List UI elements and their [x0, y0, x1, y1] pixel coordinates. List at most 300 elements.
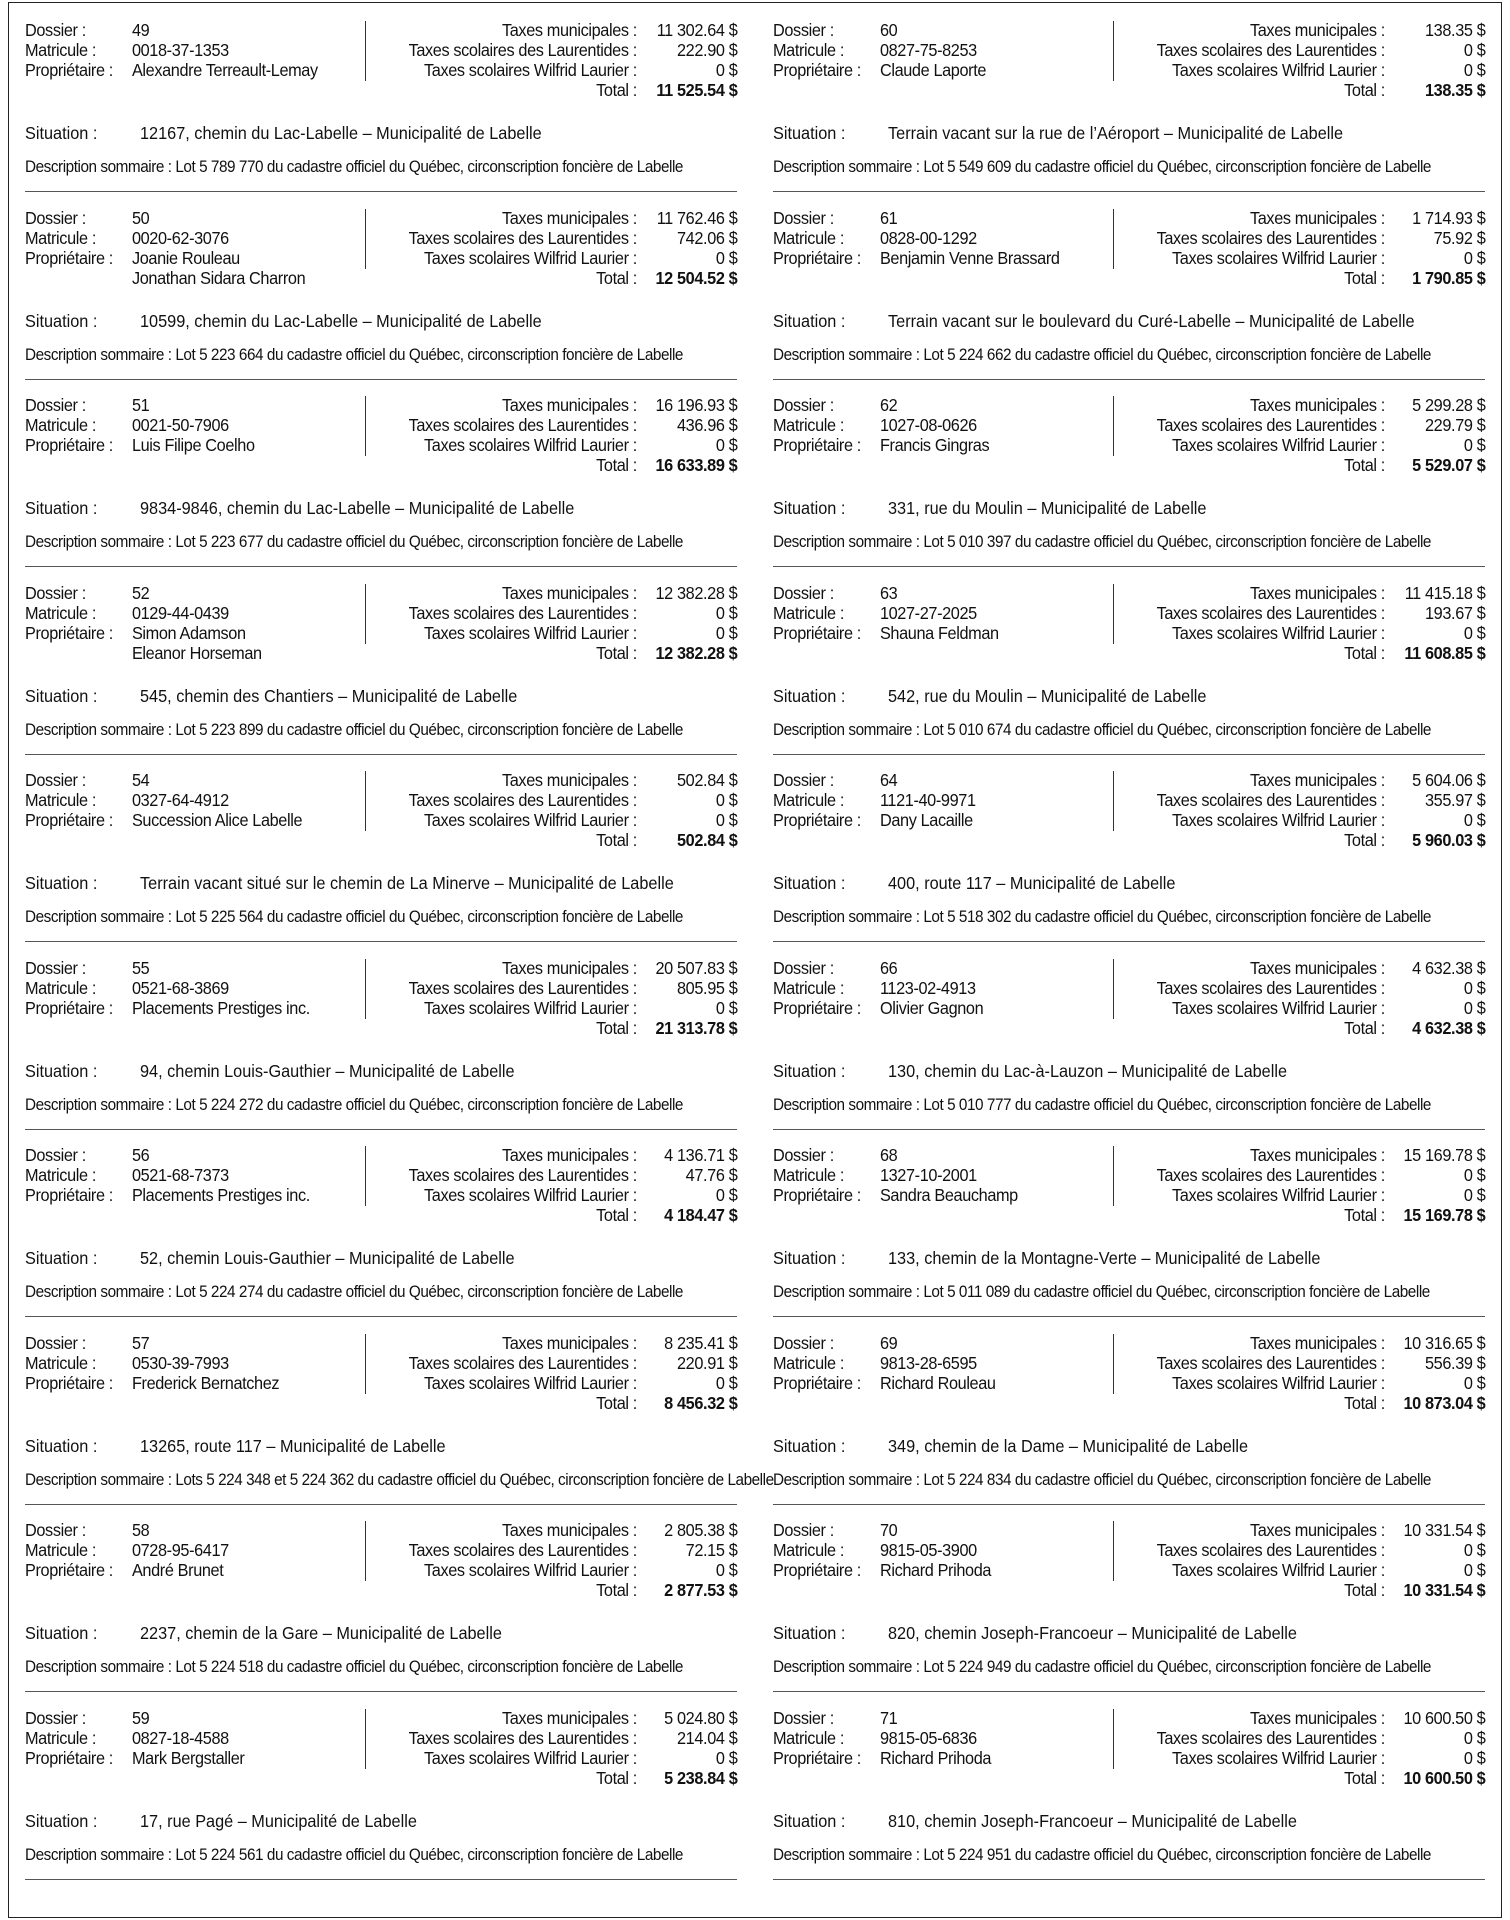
owner-name: André Brunet	[131, 1560, 224, 1580]
taxes-laurentides-value: 47.76 $	[685, 1165, 738, 1185]
taxes-wilfrid-value: 0 $	[715, 997, 738, 1018]
taxes-laurentides-label: Taxes scolaires des Laurentides :	[1156, 40, 1385, 60]
description-sommaire: Description sommaire : Lot 5 224 561 du cadastre officiel du Québec, circonscription foncière de Labelle	[25, 1844, 683, 1864]
total-label: Total :	[1344, 830, 1385, 850]
taxes-municipales-value: 502.84 $	[677, 770, 738, 790]
situation-label: Situation :	[773, 1435, 846, 1456]
right-column	[773, 18, 1485, 1893]
total-value: 1 790.85 $	[1412, 267, 1486, 288]
matricule-label: Matricule :	[25, 1540, 96, 1560]
proprietaire-label: Propriétaire :	[773, 60, 861, 80]
taxes-laurentides-label: Taxes scolaires des Laurentides :	[408, 977, 637, 998]
proprietaire-label: Propriétaire :	[25, 1185, 113, 1205]
situation-address: 133, chemin de la Montagne-Verte – Municipalité de Labelle	[888, 1248, 1321, 1268]
taxes-laurentides-value: 75.92 $	[1433, 227, 1486, 248]
taxes-laurentides-label: Taxes scolaires des Laurentides :	[1156, 1165, 1385, 1185]
situation-label: Situation :	[773, 1810, 846, 1831]
owner-name: Succession Alice Labelle	[131, 810, 303, 830]
matricule-label: Matricule :	[773, 1727, 844, 1748]
description-sommaire: Description sommaire : Lot 5 789 770 du cadastre officiel du Québec, circonscription foncière de Labelle	[25, 157, 683, 176]
taxes-municipales-label: Taxes municipales :	[1249, 957, 1385, 978]
taxes-laurentides-value: 436.96 $	[677, 415, 738, 435]
situation-address: 545, chemin des Chantiers – Municipalité de Labelle	[140, 685, 518, 706]
column-divider	[1113, 1521, 1114, 1581]
description-sommaire: Description sommaire : Lot 5 224 949 du cadastre officiel du Québec, circonscription foncière de Labelle	[773, 1657, 1431, 1676]
proprietaire-label: Propriétaire :	[25, 810, 113, 830]
dossier-number: 55	[131, 957, 150, 978]
left-column	[25, 18, 774, 1893]
taxes-laurentides-label: Taxes scolaires des Laurentides :	[1156, 1727, 1385, 1748]
situation-address: 52, chemin Louis-Gauthier – Municipalité de Labelle	[140, 1248, 515, 1268]
taxes-laurentides-label: Taxes scolaires des Laurentides :	[408, 1165, 637, 1185]
property-entry	[25, 18, 737, 206]
taxes-wilfrid-value: 0 $	[715, 247, 738, 268]
situation-address: 12167, chemin du Lac-Labelle – Municipalité de Labelle	[140, 123, 542, 143]
proprietaire-label: Propriétaire :	[25, 1747, 113, 1768]
matricule-value: 0828-00-1292	[879, 227, 977, 248]
description-sommaire: Description sommaire : Lot 5 223 664 du cadastre officiel du Québec, circonscription foncière de Labelle	[25, 344, 683, 364]
property-entry	[773, 1331, 1485, 1519]
taxes-municipales-value: 138.35 $	[1425, 20, 1486, 40]
entry-separator	[25, 754, 737, 755]
property-entry	[773, 393, 1485, 581]
total-label: Total :	[596, 1580, 637, 1600]
owner-name: Richard Prihoda	[879, 1560, 992, 1580]
taxes-wilfrid-label: Taxes scolaires Wilfrid Laurier :	[423, 435, 637, 455]
taxes-municipales-value: 4 632.38 $	[1412, 957, 1486, 978]
taxes-municipales-value: 5 299.28 $	[1412, 395, 1486, 415]
owner-name: Frederick Bernatchez	[131, 1372, 280, 1393]
total-label: Total :	[596, 830, 637, 850]
matricule-label: Matricule :	[773, 790, 844, 810]
matricule-value: 0521-68-7373	[131, 1165, 229, 1185]
dossier-number: 68	[879, 1145, 898, 1165]
total-label: Total :	[596, 1017, 637, 1038]
taxes-wilfrid-value: 0 $	[1463, 247, 1486, 268]
entry-separator	[25, 566, 737, 567]
situation-address: 17, rue Pagé – Municipalité de Labelle	[140, 1810, 417, 1831]
entry-separator	[25, 1504, 737, 1505]
matricule-value: 0827-75-8253	[879, 40, 977, 60]
taxes-wilfrid-label: Taxes scolaires Wilfrid Laurier :	[1171, 1185, 1385, 1205]
dossier-label: Dossier :	[773, 1332, 834, 1353]
matricule-value: 0020-62-3076	[131, 227, 229, 248]
taxes-municipales-label: Taxes municipales :	[1249, 582, 1385, 603]
taxes-municipales-label: Taxes municipales :	[501, 957, 637, 978]
dossier-label: Dossier :	[25, 770, 86, 790]
total-value: 12 504.52 $	[655, 267, 738, 288]
property-entry	[25, 1143, 737, 1331]
taxes-laurentides-value: 355.97 $	[1425, 790, 1486, 810]
taxes-wilfrid-value: 0 $	[1463, 1560, 1486, 1580]
dossier-label: Dossier :	[25, 957, 86, 978]
total-label: Total :	[1344, 455, 1385, 475]
taxes-wilfrid-label: Taxes scolaires Wilfrid Laurier :	[1171, 622, 1385, 643]
matricule-value: 0327-64-4912	[131, 790, 229, 810]
description-sommaire: Description sommaire : Lot 5 224 274 du cadastre officiel du Québec, circonscription foncière de Labelle	[25, 1282, 683, 1301]
taxes-wilfrid-value: 0 $	[715, 60, 738, 80]
dossier-label: Dossier :	[25, 207, 86, 228]
property-entry	[25, 393, 737, 581]
proprietaire-label: Propriétaire :	[773, 997, 861, 1018]
taxes-laurentides-value: 0 $	[715, 790, 738, 810]
owner-name: Simon Adamson	[131, 622, 246, 643]
taxes-municipales-value: 11 762.46 $	[656, 207, 738, 228]
situation-address: 331, rue du Moulin – Municipalité de Labelle	[888, 498, 1207, 518]
column-divider	[365, 21, 366, 81]
taxes-wilfrid-value: 0 $	[1463, 810, 1486, 830]
taxes-municipales-label: Taxes municipales :	[1249, 207, 1385, 228]
entry-separator	[773, 1504, 1485, 1505]
taxes-laurentides-value: 0 $	[1463, 40, 1486, 60]
total-value: 4 184.47 $	[664, 1205, 738, 1225]
owner-name: Alexandre Terreault-Lemay	[131, 60, 318, 80]
taxes-municipales-label: Taxes municipales :	[1249, 1332, 1385, 1353]
situation-address: 130, chemin du Lac-à-Lauzon – Municipalité de Labelle	[888, 1060, 1288, 1081]
total-value: 4 632.38 $	[1412, 1017, 1486, 1038]
total-label: Total :	[1344, 1767, 1385, 1788]
description-sommaire: Description sommaire : Lot 5 224 834 du cadastre officiel du Québec, circonscription foncière de Labelle	[773, 1469, 1431, 1489]
taxes-wilfrid-value: 0 $	[1463, 1747, 1486, 1768]
total-label: Total :	[1344, 1580, 1385, 1600]
entry-separator	[773, 379, 1485, 380]
description-sommaire: Description sommaire : Lot 5 225 564 du cadastre officiel du Québec, circonscription foncière de Labelle	[25, 907, 683, 926]
taxes-municipales-label: Taxes municipales :	[501, 207, 637, 228]
property-entry	[25, 1518, 737, 1706]
column-divider	[365, 209, 366, 269]
situation-label: Situation :	[25, 1435, 98, 1456]
dossier-number: 57	[131, 1332, 150, 1353]
matricule-label: Matricule :	[25, 1727, 96, 1748]
taxes-laurentides-label: Taxes scolaires des Laurentides :	[408, 415, 637, 435]
situation-address: 349, chemin de la Dame – Municipalité de Labelle	[888, 1435, 1249, 1456]
entry-separator	[773, 754, 1485, 755]
owner-name: Francis Gingras	[879, 435, 990, 455]
dossier-number: 49	[131, 20, 150, 40]
total-value: 10 873.04 $	[1403, 1392, 1486, 1413]
taxes-laurentides-label: Taxes scolaires des Laurentides :	[1156, 602, 1385, 623]
total-label: Total :	[596, 1205, 637, 1225]
proprietaire-label: Propriétaire :	[25, 1372, 113, 1393]
description-sommaire: Description sommaire : Lot 5 224 951 du cadastre officiel du Québec, circonscription foncière de Labelle	[773, 1844, 1431, 1864]
taxes-wilfrid-value: 0 $	[1463, 997, 1486, 1018]
dossier-label: Dossier :	[773, 957, 834, 978]
taxes-municipales-value: 10 600.50 $	[1403, 1707, 1486, 1728]
situation-label: Situation :	[773, 1060, 846, 1081]
total-value: 16 633.89 $	[655, 455, 738, 475]
dossier-label: Dossier :	[25, 20, 86, 40]
taxes-wilfrid-value: 0 $	[715, 435, 738, 455]
taxes-municipales-label: Taxes municipales :	[501, 770, 637, 790]
taxes-wilfrid-value: 0 $	[1463, 60, 1486, 80]
total-value: 15 169.78 $	[1403, 1205, 1486, 1225]
taxes-municipales-label: Taxes municipales :	[501, 1145, 637, 1165]
taxes-laurentides-label: Taxes scolaires des Laurentides :	[408, 227, 637, 248]
dossier-label: Dossier :	[25, 1145, 86, 1165]
taxes-wilfrid-label: Taxes scolaires Wilfrid Laurier :	[423, 997, 637, 1018]
taxes-wilfrid-value: 0 $	[715, 1747, 738, 1768]
taxes-municipales-label: Taxes municipales :	[1249, 1520, 1385, 1540]
taxes-municipales-value: 8 235.41 $	[664, 1332, 738, 1353]
taxes-municipales-label: Taxes municipales :	[501, 395, 637, 415]
column-divider	[1113, 396, 1114, 456]
dossier-label: Dossier :	[773, 20, 834, 40]
matricule-label: Matricule :	[773, 227, 844, 248]
proprietaire-label: Propriétaire :	[773, 247, 861, 268]
taxes-laurentides-label: Taxes scolaires des Laurentides :	[408, 602, 637, 623]
property-entry	[25, 1706, 737, 1894]
situation-label: Situation :	[773, 310, 846, 331]
taxes-municipales-label: Taxes municipales :	[1249, 395, 1385, 415]
total-value: 10 600.50 $	[1403, 1767, 1486, 1788]
matricule-value: 1027-27-2025	[879, 602, 977, 623]
matricule-value: 1121-40-9971	[879, 790, 976, 810]
taxes-wilfrid-value: 0 $	[1463, 622, 1486, 643]
taxes-municipales-value: 2 805.38 $	[664, 1520, 738, 1540]
taxes-municipales-label: Taxes municipales :	[501, 582, 637, 603]
proprietaire-label: Propriétaire :	[773, 435, 861, 455]
proprietaire-label: Propriétaire :	[773, 810, 861, 830]
taxes-laurentides-value: 72.15 $	[685, 1540, 738, 1560]
total-label: Total :	[1344, 642, 1385, 663]
taxes-municipales-value: 15 169.78 $	[1403, 1145, 1486, 1165]
matricule-label: Matricule :	[773, 602, 844, 623]
taxes-laurentides-label: Taxes scolaires des Laurentides :	[408, 1352, 637, 1373]
total-value: 8 456.32 $	[664, 1392, 738, 1413]
dossier-number: 69	[879, 1332, 898, 1353]
dossier-label: Dossier :	[773, 1520, 834, 1540]
matricule-value: 1123-02-4913	[879, 977, 976, 998]
column-divider	[1113, 1146, 1114, 1206]
taxes-municipales-label: Taxes municipales :	[501, 1332, 637, 1353]
property-entry	[25, 581, 737, 769]
total-label: Total :	[596, 1392, 637, 1413]
taxes-laurentides-value: 0 $	[1463, 1165, 1486, 1185]
taxes-municipales-label: Taxes municipales :	[1249, 1707, 1385, 1728]
taxes-wilfrid-value: 0 $	[715, 622, 738, 643]
taxes-municipales-label: Taxes municipales :	[1249, 770, 1385, 790]
situation-label: Situation :	[773, 1623, 846, 1643]
property-entry	[773, 956, 1485, 1144]
owner-name: Luis Filipe Coelho	[131, 435, 255, 455]
matricule-value: 0530-39-7993	[131, 1352, 229, 1373]
matricule-value: 0521-68-3869	[131, 977, 229, 998]
entry-separator	[773, 1316, 1485, 1317]
description-sommaire: Description sommaire : Lot 5 518 302 du cadastre officiel du Québec, circonscription foncière de Labelle	[773, 907, 1431, 926]
dossier-number: 62	[879, 395, 898, 415]
dossier-label: Dossier :	[25, 1707, 86, 1728]
matricule-value: 0021-50-7906	[131, 415, 229, 435]
matricule-label: Matricule :	[25, 40, 96, 60]
dossier-number: 70	[879, 1520, 898, 1540]
taxes-municipales-value: 11 302.64 $	[656, 20, 738, 40]
total-value: 21 313.78 $	[655, 1017, 738, 1038]
taxes-wilfrid-label: Taxes scolaires Wilfrid Laurier :	[423, 247, 637, 268]
entry-separator	[773, 1691, 1485, 1692]
taxes-wilfrid-value: 0 $	[715, 1560, 738, 1580]
dossier-label: Dossier :	[25, 1520, 86, 1540]
taxes-wilfrid-label: Taxes scolaires Wilfrid Laurier :	[423, 810, 637, 830]
situation-label: Situation :	[773, 498, 846, 518]
property-entry	[25, 768, 737, 956]
proprietaire-label: Propriétaire :	[773, 1185, 861, 1205]
situation-address: 820, chemin Joseph-Francoeur – Municipalité de Labelle	[888, 1623, 1297, 1643]
taxes-laurentides-value: 220.91 $	[677, 1352, 738, 1373]
column-divider	[1113, 584, 1114, 644]
taxes-laurentides-label: Taxes scolaires des Laurentides :	[408, 1540, 637, 1560]
dossier-number: 59	[131, 1707, 150, 1728]
owner-name: Richard Rouleau	[879, 1372, 996, 1393]
description-sommaire: Description sommaire : Lot 5 223 899 du cadastre officiel du Québec, circonscription foncière de Labelle	[25, 719, 683, 739]
situation-label: Situation :	[25, 685, 98, 706]
dossier-label: Dossier :	[773, 770, 834, 790]
situation-label: Situation :	[25, 310, 98, 331]
taxes-laurentides-label: Taxes scolaires des Laurentides :	[1156, 1352, 1385, 1373]
entry-separator	[773, 941, 1485, 942]
entry-separator	[25, 191, 737, 192]
column-divider	[365, 1709, 366, 1769]
property-entry	[25, 1331, 774, 1519]
total-value: 5 960.03 $	[1412, 830, 1486, 850]
total-label: Total :	[596, 80, 637, 100]
taxes-laurentides-value: 805.95 $	[677, 977, 738, 998]
entry-separator	[25, 379, 737, 380]
total-value: 5 238.84 $	[664, 1767, 738, 1788]
taxes-municipales-label: Taxes municipales :	[1249, 1145, 1385, 1165]
total-label: Total :	[1344, 267, 1385, 288]
dossier-number: 50	[131, 207, 150, 228]
situation-address: 94, chemin Louis-Gauthier – Municipalité de Labelle	[140, 1060, 515, 1081]
dossier-number: 71	[879, 1707, 898, 1728]
matricule-label: Matricule :	[773, 40, 844, 60]
situation-label: Situation :	[25, 498, 98, 518]
taxes-wilfrid-label: Taxes scolaires Wilfrid Laurier :	[1171, 1747, 1385, 1768]
taxes-wilfrid-value: 0 $	[1463, 1372, 1486, 1393]
description-sommaire: Description sommaire : Lot 5 010 674 du cadastre officiel du Québec, circonscription foncière de Labelle	[773, 719, 1431, 739]
taxes-wilfrid-label: Taxes scolaires Wilfrid Laurier :	[1171, 810, 1385, 830]
total-value: 12 382.28 $	[655, 642, 738, 663]
property-entry	[25, 956, 737, 1144]
taxes-municipales-value: 20 507.83 $	[655, 957, 738, 978]
total-value: 10 331.54 $	[1403, 1580, 1486, 1600]
taxes-municipales-value: 16 196.93 $	[655, 395, 738, 415]
situation-address: 10599, chemin du Lac-Labelle – Municipalité de Labelle	[140, 310, 542, 331]
total-label: Total :	[596, 455, 637, 475]
total-label: Total :	[596, 642, 637, 663]
taxes-wilfrid-label: Taxes scolaires Wilfrid Laurier :	[423, 1747, 637, 1768]
taxes-wilfrid-label: Taxes scolaires Wilfrid Laurier :	[423, 60, 637, 80]
column-divider	[1113, 21, 1114, 81]
situation-label: Situation :	[773, 873, 846, 893]
dossier-number: 54	[131, 770, 150, 790]
owner-name: Joanie Rouleau	[131, 247, 240, 268]
taxes-laurentides-value: 742.06 $	[677, 227, 738, 248]
taxes-wilfrid-label: Taxes scolaires Wilfrid Laurier :	[423, 1560, 637, 1580]
total-value: 11 525.54 $	[656, 80, 738, 100]
proprietaire-label: Propriétaire :	[773, 1372, 861, 1393]
matricule-value: 1027-08-0626	[879, 415, 977, 435]
proprietaire-label: Propriétaire :	[25, 60, 113, 80]
taxes-wilfrid-label: Taxes scolaires Wilfrid Laurier :	[423, 622, 637, 643]
description-sommaire: Description sommaire : Lot 5 011 089 du cadastre officiel du Québec, circonscription foncière de Labelle	[773, 1282, 1430, 1301]
taxes-laurentides-value: 0 $	[1463, 1727, 1486, 1748]
situation-label: Situation :	[25, 873, 98, 893]
property-entry	[773, 1706, 1485, 1894]
situation-address: 810, chemin Joseph-Francoeur – Municipalité de Labelle	[888, 1810, 1297, 1831]
taxes-laurentides-value: 214.04 $	[677, 1727, 738, 1748]
matricule-label: Matricule :	[25, 1165, 96, 1185]
proprietaire-label: Propriétaire :	[773, 1747, 861, 1768]
taxes-municipales-label: Taxes municipales :	[1249, 20, 1385, 40]
property-entry	[773, 18, 1485, 206]
dossier-label: Dossier :	[773, 1145, 834, 1165]
situation-address: Terrain vacant sur la rue de l’Aéroport – Municipalité de Labelle	[888, 123, 1344, 143]
taxes-municipales-value: 12 382.28 $	[655, 582, 738, 603]
taxes-wilfrid-label: Taxes scolaires Wilfrid Laurier :	[423, 1185, 637, 1205]
total-value: 138.35 $	[1425, 80, 1486, 100]
total-label: Total :	[1344, 1392, 1385, 1413]
situation-address: 13265, route 117 – Municipalité de Labelle	[140, 1435, 446, 1456]
taxes-laurentides-value: 0 $	[1463, 977, 1486, 998]
proprietaire-label: Propriétaire :	[773, 1560, 861, 1580]
description-sommaire: Description sommaire : Lot 5 224 518 du cadastre officiel du Québec, circonscription foncière de Labelle	[25, 1657, 683, 1676]
column-divider	[1113, 1709, 1114, 1769]
matricule-label: Matricule :	[773, 1540, 844, 1560]
dossier-number: 63	[879, 582, 898, 603]
owner-name: Sandra Beauchamp	[879, 1185, 1018, 1205]
column-divider	[365, 959, 366, 1019]
taxes-laurentides-value: 556.39 $	[1425, 1352, 1486, 1373]
description-sommaire: Description sommaire : Lots 5 224 348 et 5 224 362 du cadastre officiel du Québec, circonscription foncière de Labelle	[25, 1469, 774, 1489]
column-divider	[365, 1521, 366, 1581]
total-label: Total :	[1344, 1205, 1385, 1225]
dossier-label: Dossier :	[25, 1332, 86, 1353]
taxes-municipales-value: 10 316.65 $	[1403, 1332, 1486, 1353]
taxes-laurentides-label: Taxes scolaires des Laurentides :	[1156, 227, 1385, 248]
matricule-value: 0728-95-6417	[131, 1540, 229, 1560]
total-value: 2 877.53 $	[664, 1580, 738, 1600]
matricule-label: Matricule :	[25, 977, 96, 998]
owner-name: Shauna Feldman	[879, 622, 999, 643]
proprietaire-label: Propriétaire :	[25, 997, 113, 1018]
matricule-label: Matricule :	[25, 227, 96, 248]
taxes-wilfrid-value: 0 $	[715, 810, 738, 830]
property-entry	[773, 581, 1485, 769]
owner-name-secondary: Eleanor Horseman	[131, 642, 262, 663]
situation-address: Terrain vacant sur le boulevard du Curé-Labelle – Municipalité de Labelle	[888, 310, 1415, 331]
situation-address: Terrain vacant situé sur le chemin de La Minerve – Municipalité de Labelle	[140, 873, 674, 893]
taxes-laurentides-label: Taxes scolaires des Laurentides :	[1156, 1540, 1385, 1560]
taxes-wilfrid-label: Taxes scolaires Wilfrid Laurier :	[423, 1372, 637, 1393]
taxes-wilfrid-label: Taxes scolaires Wilfrid Laurier :	[1171, 60, 1385, 80]
column-divider	[365, 1146, 366, 1206]
property-entry	[25, 206, 737, 394]
owner-name: Placements Prestiges inc.	[131, 1185, 310, 1205]
taxes-laurentides-value: 222.90 $	[677, 40, 738, 60]
owner-name: Benjamin Venne Brassard	[879, 247, 1060, 268]
entry-separator	[25, 1316, 737, 1317]
matricule-value: 9815-05-3900	[879, 1540, 977, 1560]
column-divider	[1113, 771, 1114, 831]
total-label: Total :	[596, 267, 637, 288]
taxes-municipales-label: Taxes municipales :	[501, 20, 637, 40]
matricule-value: 1327-10-2001	[879, 1165, 977, 1185]
taxes-wilfrid-label: Taxes scolaires Wilfrid Laurier :	[1171, 435, 1385, 455]
matricule-value: 9815-05-6836	[879, 1727, 977, 1748]
taxes-wilfrid-label: Taxes scolaires Wilfrid Laurier :	[1171, 247, 1385, 268]
taxes-municipales-value: 5 024.80 $	[664, 1707, 738, 1728]
matricule-label: Matricule :	[773, 415, 844, 435]
